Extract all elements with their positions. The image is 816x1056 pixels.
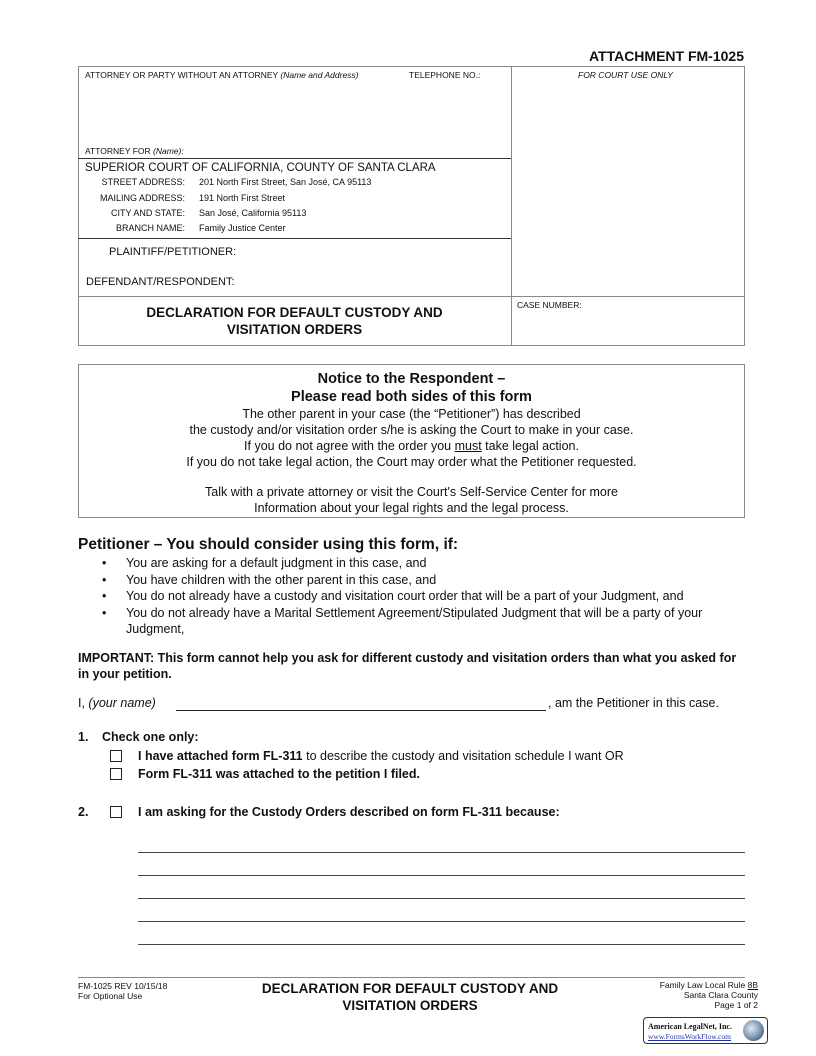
list-item: • You are asking for a default judgment in this case, and bbox=[100, 555, 750, 572]
globe-icon bbox=[743, 1020, 764, 1041]
option-fl311-attached: I have attached form FL-311 to describe the custody and visitation schedule I want OR bbox=[138, 749, 624, 763]
footer-rule: Family Law Local Rule 8B Santa Clara County Page 1 of 2 bbox=[659, 980, 758, 1010]
legalnet-logo[interactable] bbox=[643, 1017, 768, 1044]
plaintiff-label: PLAINTIFF/PETITIONER: bbox=[109, 246, 237, 258]
reason-line[interactable] bbox=[138, 852, 745, 853]
address-label: MAILING ADDRESS: bbox=[99, 193, 185, 203]
important-note: IMPORTANT: This form cannot help you ask for different custody and visitation orders than what you asked for in your petition. bbox=[78, 651, 737, 681]
address-label: STREET ADDRESS: bbox=[101, 177, 185, 187]
reason-line[interactable] bbox=[138, 921, 745, 922]
reason-line[interactable] bbox=[138, 944, 745, 945]
criteria-list bbox=[100, 555, 750, 638]
respondent-notice bbox=[78, 364, 745, 518]
attorney-for-label: ATTORNEY FOR (Name): bbox=[85, 146, 184, 156]
name-field[interactable] bbox=[176, 710, 546, 711]
notice-line: Talk with a private attorney or visit the Court's Self-Service Center for more bbox=[205, 485, 618, 499]
logo-url[interactable]: www.FormsWorkFlow.com bbox=[648, 1032, 732, 1041]
petitioner-heading: Petitioner – You should consider using this form, if: bbox=[78, 536, 459, 553]
court-name: SUPERIOR COURT OF CALIFORNIA, COUNTY OF SANTA CLARA bbox=[85, 162, 436, 174]
court-use-label: FOR COURT USE ONLY bbox=[578, 70, 673, 80]
logo-name: American LegalNet, Inc. bbox=[648, 1022, 732, 1031]
form-title: DECLARATION FOR DEFAULT CUSTODY AND VISITATION ORDERS bbox=[146, 305, 443, 337]
notice-line: Information about your legal rights and the legal process. bbox=[254, 501, 569, 515]
reason-line[interactable] bbox=[138, 898, 745, 899]
footer-divider bbox=[78, 977, 745, 978]
checkbox-fl311-attached[interactable] bbox=[110, 750, 122, 762]
address-label: CITY AND STATE: bbox=[110, 208, 185, 218]
checkbox-fl311-petition[interactable] bbox=[110, 768, 122, 780]
notice-title: Notice to the Respondent – bbox=[317, 371, 506, 387]
footer-title: DECLARATION FOR DEFAULT CUSTODY AND VISITATION ORDERS bbox=[261, 981, 559, 1013]
item-number: 1. bbox=[78, 730, 89, 744]
checkbox-custody-orders[interactable] bbox=[110, 806, 122, 818]
notice-line: the custody and/or visitation order s/he is asking the Court to make in your case. bbox=[189, 423, 634, 437]
defendant-label: DEFENDANT/RESPONDENT: bbox=[86, 276, 235, 288]
address-value: San José, California 95113 bbox=[199, 208, 307, 218]
address-value: Family Justice Center bbox=[199, 223, 286, 233]
attorney-label: ATTORNEY OR PARTY WITHOUT AN ATTORNEY (Name and Address) bbox=[85, 70, 359, 80]
reason-line[interactable] bbox=[138, 875, 745, 876]
address-value: 191 North First Street bbox=[199, 193, 286, 203]
item2-label: I am asking for the Custody Orders described on form FL-311 because: bbox=[138, 805, 560, 819]
attachment-id: ATTACHMENT FM-1025 bbox=[588, 48, 744, 64]
notice-line: If you do not take legal action, the Court may order what the Petitioner requested. bbox=[186, 455, 637, 469]
notice-subtitle: Please read both sides of this form bbox=[291, 389, 532, 405]
notice-line: The other parent in your case (the “Petitioner”) has described bbox=[242, 407, 581, 421]
list-item: • You do not already have a Marital Settlement Agreement/Stipulated Judgment that will be a party of your Judgment, bbox=[100, 605, 750, 638]
list-item: • You have children with the other parent in this case, and bbox=[100, 572, 750, 589]
name-statement-suffix: , am the Petitioner in this case. bbox=[548, 696, 719, 710]
footer-form-id: FM-1025 REV 10/15/18 For Optional Use bbox=[78, 981, 168, 1001]
list-item: • You do not already have a custody and visitation court order that will be a part of your Judgment, and bbox=[100, 588, 750, 605]
item1-label: Check one only: bbox=[102, 730, 199, 744]
telephone-label: TELEPHONE NO.: bbox=[409, 70, 481, 80]
notice-line: If you do not agree with the order you must take legal action. bbox=[244, 439, 579, 453]
address-label: BRANCH NAME: bbox=[115, 223, 185, 233]
option-fl311-petition: Form FL-311 was attached to the petition I filed. bbox=[138, 767, 420, 781]
name-statement: I, (your name) bbox=[78, 696, 156, 710]
address-value: 201 North First Street, San José, CA 95113 bbox=[199, 177, 372, 187]
item-number: 2. bbox=[78, 805, 89, 819]
case-number-label: CASE NUMBER: bbox=[517, 300, 582, 310]
